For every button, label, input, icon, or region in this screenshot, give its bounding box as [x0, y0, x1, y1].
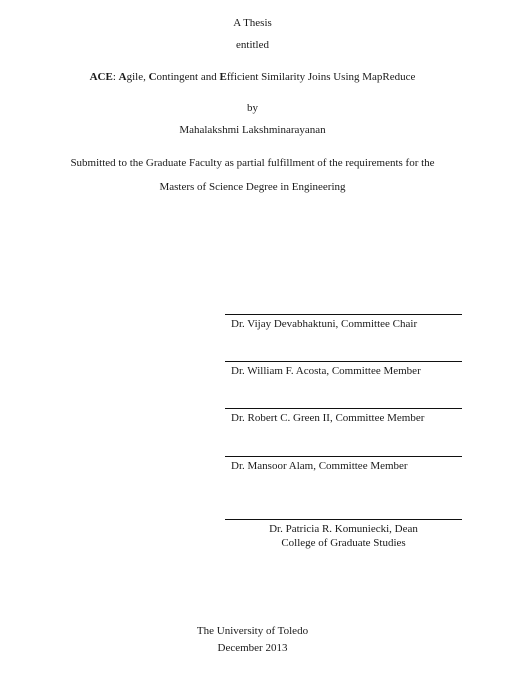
dean-office: College of Graduate Studies: [281, 537, 406, 549]
entitled-label: entitled: [236, 39, 269, 51]
signature-line-chair: [225, 314, 462, 331]
signature-line-member-2: [225, 408, 462, 425]
degree-name: Masters of Science Degree in Engineering: [159, 181, 346, 193]
committee-chair-name: Dr. Vijay Devabhaktuni, Committee Chair: [231, 318, 418, 330]
signature-line-dean: [225, 519, 462, 550]
title-initial-e: E: [219, 71, 227, 83]
signature-line-member-3: [225, 456, 462, 473]
thesis-title: [0, 70, 505, 84]
title-initial-a: A: [118, 71, 127, 83]
committee-member-name: Dr. Robert C. Green II, Committee Member: [231, 412, 425, 424]
submission-statement: Submitted to the Graduate Faculty as partial fulfillment of the requirements for the: [70, 157, 435, 169]
author-name: Mahalakshmi Lakshminarayanan: [179, 124, 326, 136]
thesis-label: A Thesis: [233, 17, 272, 29]
title-acronym: ACE: [89, 71, 113, 83]
title-part: fficient Similarity Joins Using MapReduce: [226, 71, 416, 83]
title-part: :: [112, 71, 119, 83]
committee-member-name: Dr. William F. Acosta, Committee Member: [231, 365, 421, 377]
committee-member-name: Dr. Mansoor Alam, Committee Member: [231, 460, 408, 472]
title-part: ontingent and: [156, 71, 220, 83]
signature-line-member-1: [225, 361, 462, 378]
by-label: by: [247, 102, 258, 114]
institution-name: The University of Toledo: [196, 625, 309, 637]
title-part: gile,: [126, 71, 149, 83]
submission-date: December 2013: [217, 642, 288, 654]
dean-name: Dr. Patricia R. Komuniecki, Dean: [269, 523, 418, 535]
title-initial-c: C: [148, 71, 157, 83]
